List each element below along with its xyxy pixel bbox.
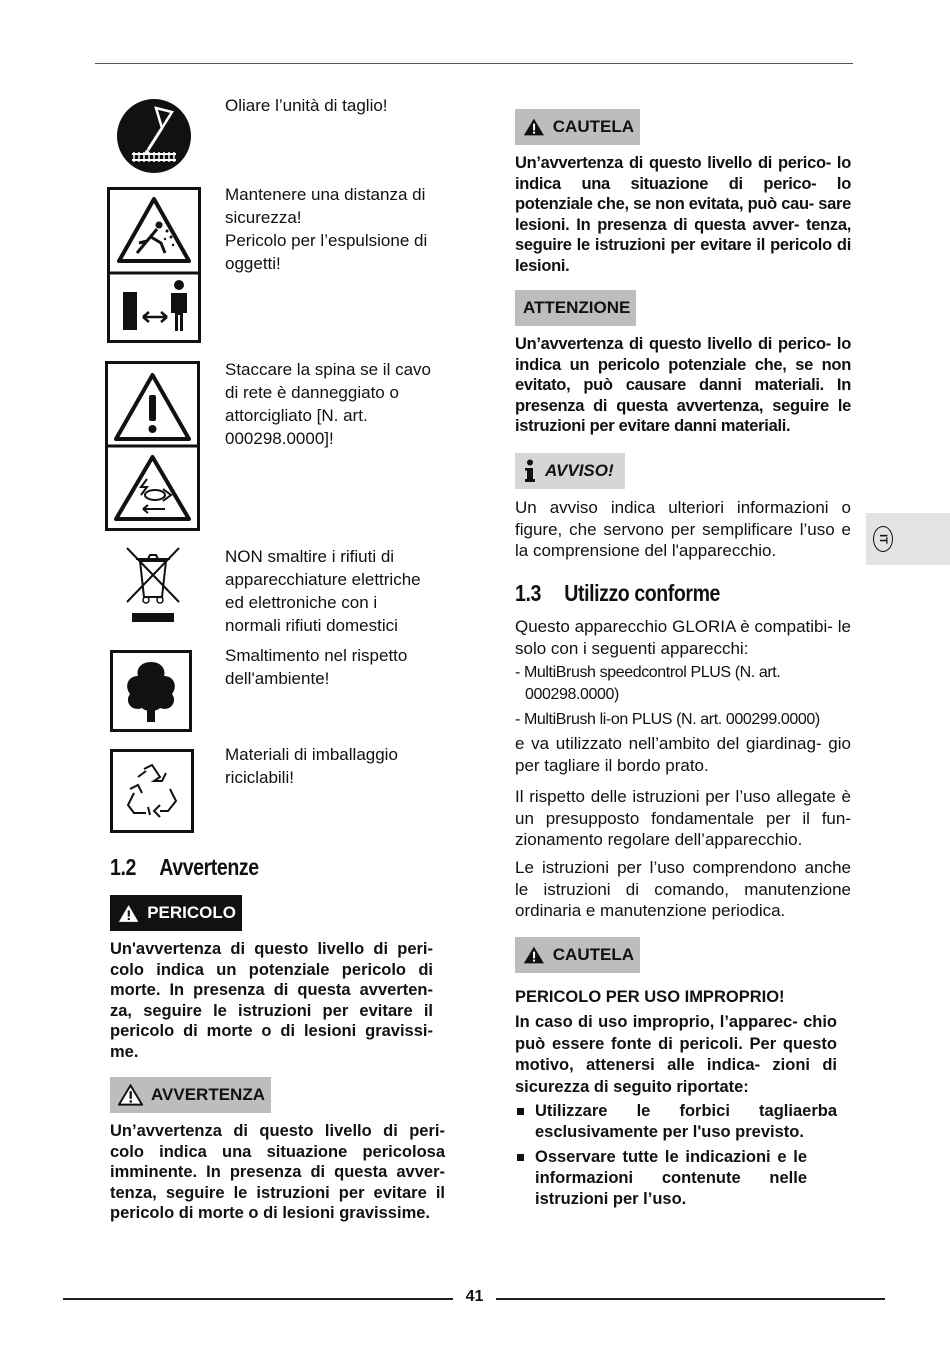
attenzione-text: Un’avvertenza di questo livello di perico- lo indica un pericolo potenziale che, se non evitato, può causare danni materiali. In presenza di questa avvertenza, seguire le istruzioni per evitare danni materiali. [515, 335, 851, 435]
list-item: Utilizzare le forbici tagliaerba esclusivamente per l'uso previsto. [515, 1101, 837, 1143]
attenzione-label: ATTENZIONE [515, 290, 636, 326]
cautela-label-2: CAUTELA [515, 937, 640, 973]
intended-use-p2: Il rispetto delle istruzioni per l’uso allegate è un presupposto fondamentale per il fun- zionamento regolare dell’apparecchio. [515, 787, 851, 849]
intended-use-intro: Questo apparecchio GLORIA è compatibi- le solo con i seguenti apparecchi: [515, 617, 851, 658]
compatible-device-1: - MultiBrush speedcontrol PLUS (N. art. [515, 664, 781, 681]
warning-triangle-icon [118, 1084, 143, 1106]
unplug-warning-icon [105, 361, 200, 531]
recycle-icon [110, 749, 194, 833]
footer-rule-right [496, 1298, 885, 1300]
section-1-3-heading: 1.3 Utilizzo conforme [515, 580, 720, 606]
safety-bullets [515, 1101, 837, 1214]
oil-cutting-unit-icon [116, 98, 192, 174]
weee-crossed-bin-icon [124, 545, 182, 625]
cautela-label: CAUTELA [515, 109, 640, 145]
top-rule [95, 63, 853, 64]
info-icon [523, 459, 537, 483]
section-1-2-heading: 1.2 Avvertenze [110, 854, 259, 880]
language-side-tab [866, 513, 950, 565]
environment-tree-icon [110, 650, 192, 732]
improprio-text: In caso di uso improprio, l’apparec- chio può essere fonte di pericoli. Per questo motivo, attenersi alle indica- zioni di sicurezza di seguito riportate: [515, 1013, 837, 1096]
avvertenza-label: AVVERTENZA [110, 1077, 271, 1113]
pericolo-label: PERICOLO [110, 895, 242, 931]
warning-triangle-icon [118, 903, 139, 924]
language-badge: IT [873, 526, 893, 552]
oil-text: Oliare l’unità di taglio! [225, 96, 388, 115]
intended-use-after: e va utilizzato nell’ambito del giardinag- gio per tagliare il bordo prato. [515, 734, 851, 775]
improprio-title: PERICOLO PER USO IMPROPRIO! [515, 988, 785, 1006]
list-item: Osservare tutte le indicazioni e le informazioni contenute nelle istruzioni per l’uso. [515, 1147, 837, 1210]
warning-triangle-icon [523, 116, 545, 138]
page-number: 41 [465, 1288, 484, 1305]
compatible-device-1-article: 000298.0000) [525, 686, 619, 703]
intended-use-p3: Le istruzioni per l’uso comprendono anche le istruzioni di comando, manutenzione ordinaria e manutenzione periodica. [515, 858, 851, 920]
thrown-objects-warning-icon [107, 187, 201, 343]
compatible-device-2: - MultiBrush li-on PLUS (N. art. 000299.0000) [515, 711, 820, 728]
pericolo-text: Un'avvertenza di questo livello di peri- colo indica un potenziale pericolo di morte. In presenza di questa avverten- za, seguire le istruzioni per evitare il pericolo di morte o di lesioni gravissi- me. [110, 940, 433, 1061]
avvertenza-text: Un’avvertenza di questo livello di peri- colo indica una situazione pericolosa imminente. In presenza di questa avver- tenza, seguire le istruzioni per evitare il pericolo di morte o di lesioni gravissime. [110, 1122, 445, 1222]
avviso-text: Un avviso indica ulteriori informazioni o figure, che servono per semplificare l’uso e la comprensione del l'apparecchio. [515, 498, 851, 560]
warning-triangle-icon [523, 944, 545, 966]
footer-rule-left [63, 1298, 453, 1300]
avviso-label: AVVISO! [515, 453, 625, 489]
cautela-text: Un’avvertenza di questo livello di perico- lo indica una situazione di perico- lo potenziale che, se non evitata, può cau- sare lesioni. In presenza di questa avver- tenza, seguire le istruzioni per evitare il pericolo di lesioni. [515, 154, 851, 275]
